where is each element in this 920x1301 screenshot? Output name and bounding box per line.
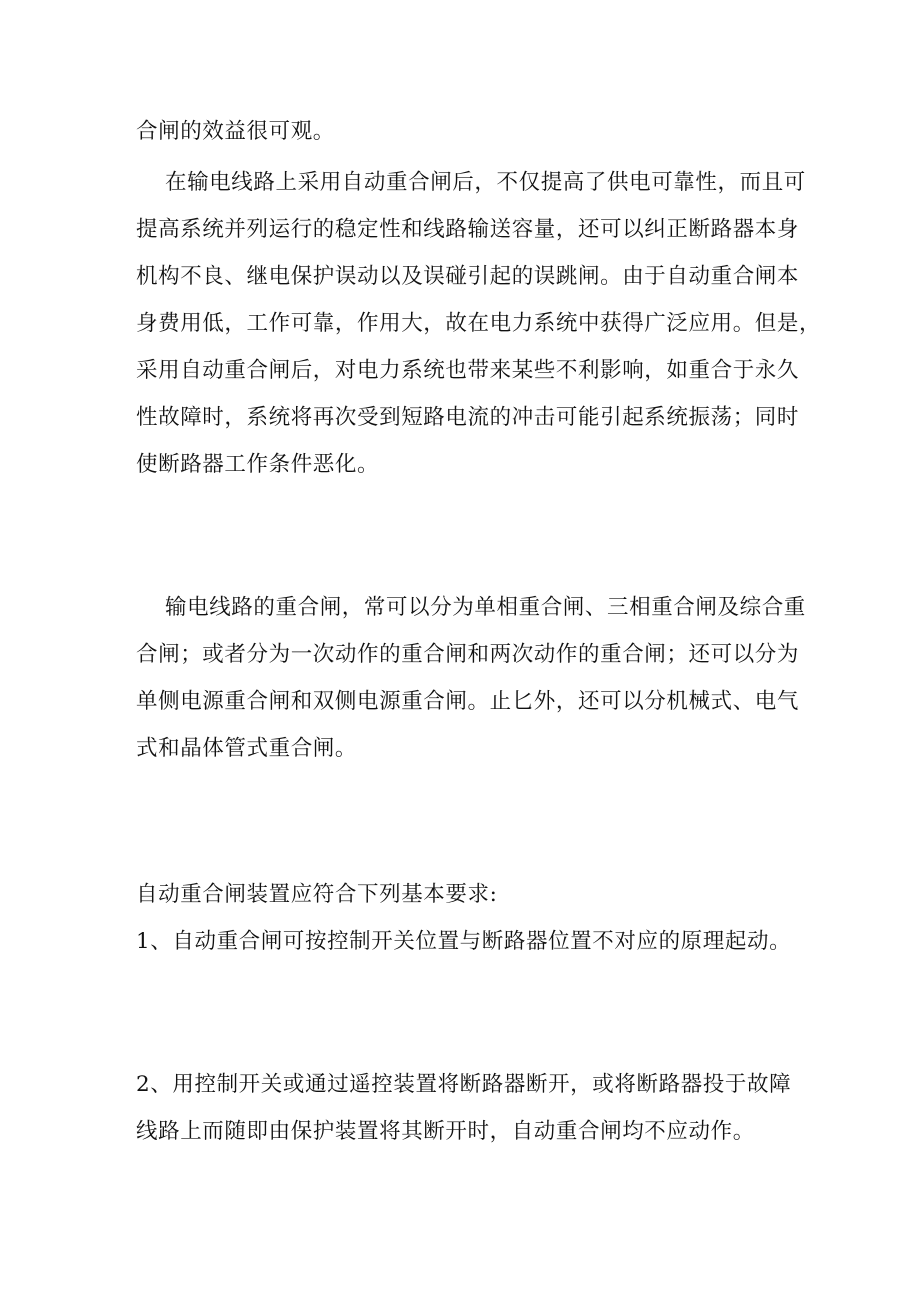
text-line: 使断路器工作条件恶化。 bbox=[136, 452, 380, 477]
text-line: 合闸的效益很可观。 bbox=[136, 119, 335, 144]
text-line: 2、用控制开关或通过遥控装置将断路器断开，或将断路器投于故障 bbox=[136, 1072, 792, 1097]
text-line: 1、自动重合闸可按控制开关位置与断路器位置不对应的原理起动。 bbox=[136, 929, 792, 954]
text-line: 单侧电源重合闸和双侧电源重合闸。止匕外，还可以分机械式、电气 bbox=[136, 689, 800, 714]
text-line: 输电线路的重合闸，常可以分为单相重合闸、三相重合闸及综合重 bbox=[165, 595, 806, 620]
text-line: 自动重合闸装置应符合下列基本要求: bbox=[136, 882, 498, 907]
text-line: 机构不良、继电保护误动以及误碰引起的误跳闸。由于自动重合闸本 bbox=[136, 264, 800, 289]
text-line: 提高系统并列运行的稳定性和线路输送容量，还可以纠正断路器本身 bbox=[136, 217, 800, 242]
text-line: 性故障时，系统将再次受到短路电流的冲击可能引起系统振荡；同时 bbox=[136, 405, 800, 430]
text-line: 采用自动重合闸后，对电力系统也带来某些不利影响，如重合于永久 bbox=[136, 358, 800, 383]
text-line: 合闸；或者分为一次动作的重合闸和两次动作的重合闸；还可以分为 bbox=[136, 642, 800, 667]
text-line: 在输电线路上采用自动重合闸后，不仅提高了供电可靠性，而且可 bbox=[165, 170, 806, 195]
text-line: 线路上而随即由保护装置将其断开时，自动重合闸均不应动作。 bbox=[136, 1119, 755, 1144]
text-line: 式和晶体管式重合闸。 bbox=[136, 736, 358, 761]
text-line: 身费用低，工作可靠，作用大，故在电力系统中获得广泛应用。但是， bbox=[136, 311, 822, 336]
